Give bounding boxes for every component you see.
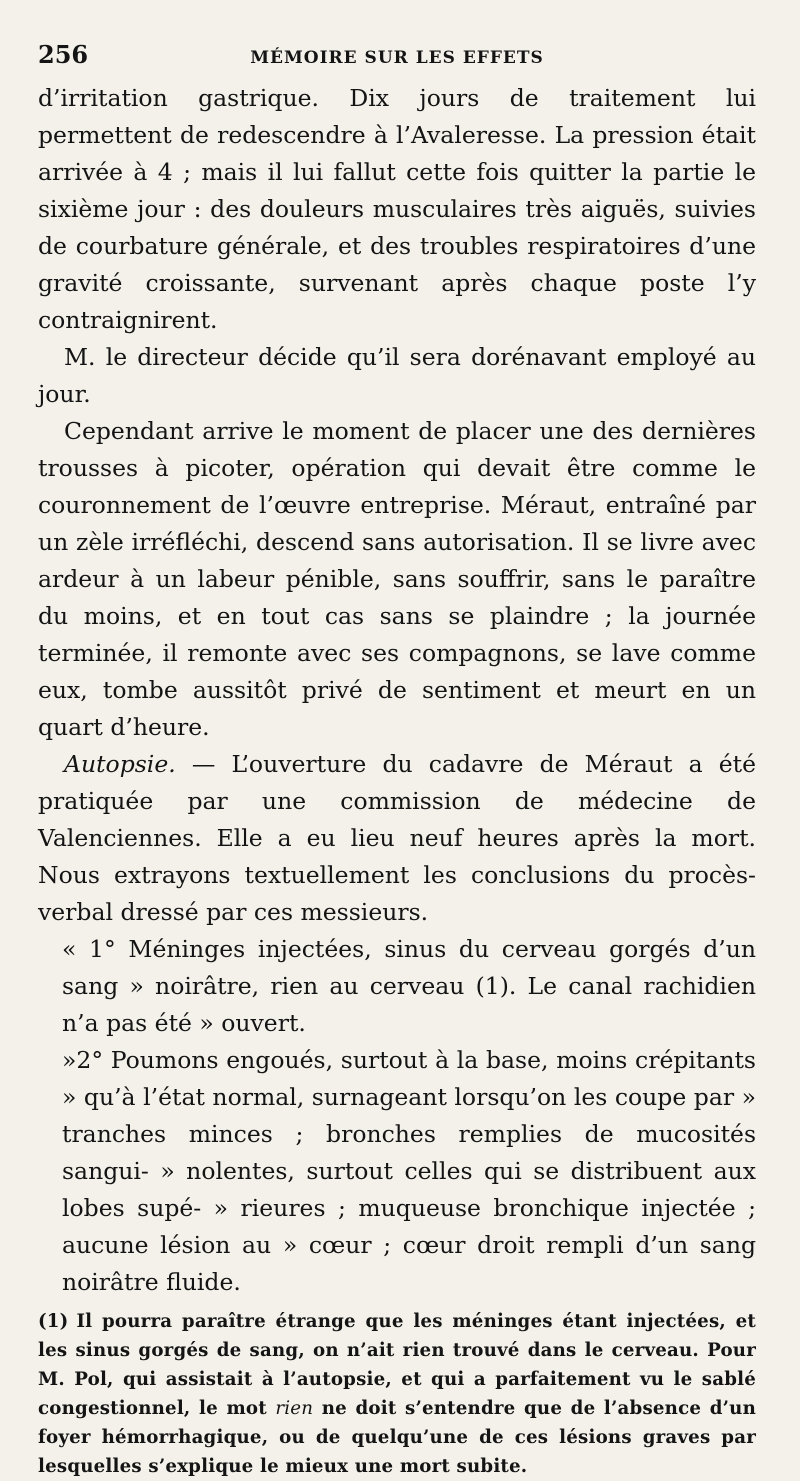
autopsy-text: — L’ouverture du cadavre de Méraut a été pratiquée par une commission de médecine de Valenciennes. Elle a eu lieu neuf heures après la mort. Nous extrayons textuellement les conclusions du procès-verbal dressé par ces messieurs. <box>38 750 756 926</box>
footnote-mark: (1) <box>38 1311 69 1332</box>
paragraph-continuation: d’irritation gastrique. Dix jours de traitement lui permettent de redescendre à l’Avaleresse. La pression était arrivée à 4 ; mais il lui fallut cette fois quitter la partie le sixième jour : des douleurs musculaires très aiguës, suivies de courbature générale, et des troubles respiratoires d’une gravité croissante, survenant après chaque poste l’y contraignirent. <box>38 84 756 334</box>
page-header <box>38 40 756 80</box>
footnote <box>38 1307 756 1481</box>
autopsy-label: Autopsie. <box>64 750 176 778</box>
body-text <box>38 80 756 1301</box>
page-number: 256 <box>38 40 89 69</box>
footnote-text-after: ne doit s’entendre que de l’absence d’un foyer hémorrhagique, ou de quelqu’une de ces lésions graves par lesquelles s’explique le mieux une mort subite. <box>38 1398 756 1477</box>
paragraph-incident: Cependant arrive le moment de placer une des dernières trousses à picoter, opération qui devait être comme le couronnement de l’œuvre entreprise. Méraut, entraîné par un zèle irréfléchi, descend sans autorisation. Il se livre avec ardeur à un labeur pénible, sans souffrir, sans le paraître du moins, et en tout cas sans se plaindre ; la journée terminée, il remonte avec ses compagnons, se lave comme eux, tombe aussitôt privé de sentiment et meurt en un quart d’heure. <box>38 417 756 741</box>
report-quote <box>38 931 756 1301</box>
running-head: MÉMOIRE SUR LES EFFETS <box>250 48 544 68</box>
quote-item-2: »2° Poumons engoués, surtout à la base, moins crépitants » qu’à l’état normal, surnageant lorsqu’on les coupe par » tranches minces ; bronches remplies de mucosités sangui- » nolentes, surtout celles qui se distribuent aux lobes supé- » rieures ; muqueuse bronchique injectée ; aucune lésion au » cœur ; cœur droit rempli d’un sang noirâtre fluide. <box>62 1046 756 1296</box>
paragraph-autopsy <box>38 746 756 931</box>
quote-item-1: « 1° Méninges injectées, sinus du cerveau gorgés d’un sang » noirâtre, rien au cerveau (1). Le canal rachidien n’a pas été » ouvert. <box>62 935 756 1037</box>
footnote-emphasis: rien <box>275 1398 314 1419</box>
paragraph-director: M. le directeur décide qu’il sera dorénavant employé au jour. <box>38 343 756 408</box>
footnote-text-before: Il pourra paraître étrange que les méninges étant injectées, et les sinus gorgés de sang, on n’ait rien trouvé dans le cerveau. Pour M. Pol, qui assistait à l’autopsie, et qui a parfaitement vu le sablé congestionnel, le mot <box>38 1311 756 1419</box>
